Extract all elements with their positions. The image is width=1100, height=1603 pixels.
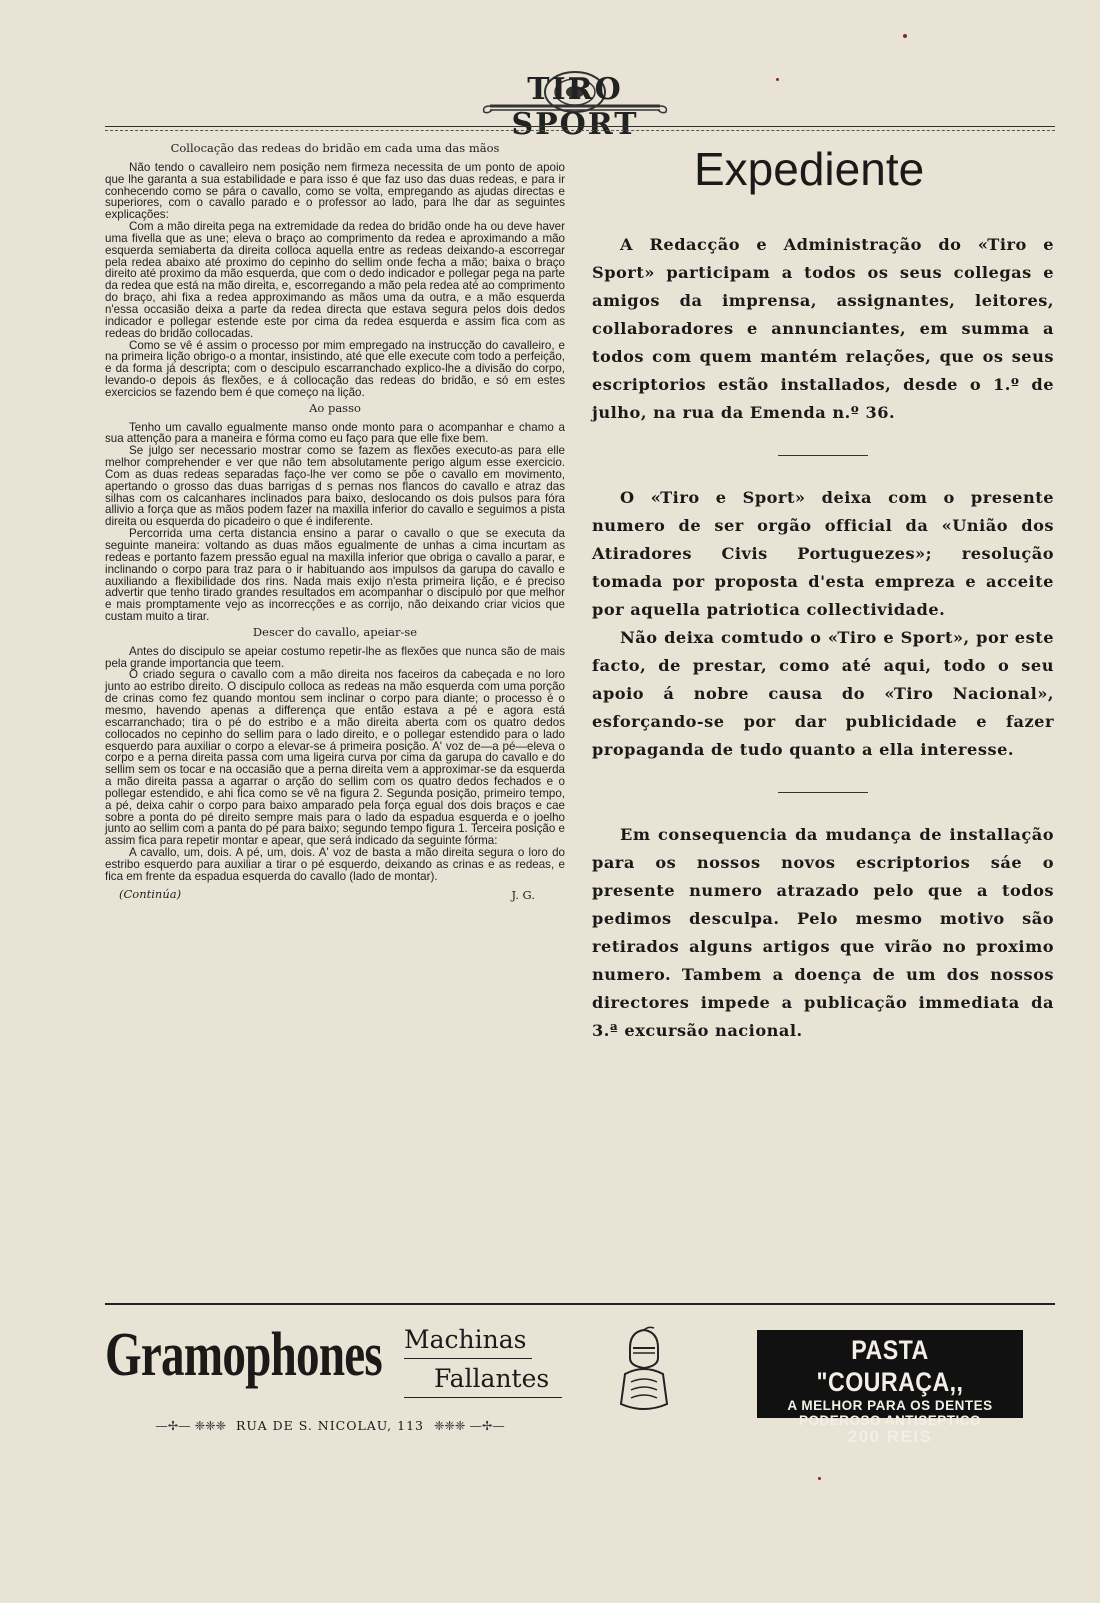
notice-paragraph: Em consequencia da mudança de installação para os nossos novos escriptorios sáe o presente numero atrazado pelo que a todos pedimos desculpa. Pelo mesmo motivo são retirados alguns artigos que virão no proximo numero. Tambem a doença de um dos nossos directores impede a publicação immediata da 3.ª excursão nacional. — [592, 825, 1054, 1040]
address-text: RUA DE S. NICOLAU, 113 — [236, 1418, 424, 1433]
notice-paragraph: A Redacção e Administração do «Tiro e Sport» participam a todos os seus collegas e amigos da imprensa, assignantes, leitores, collaboradores e annunciantes, em summa a todos com quem mantém relações, que os seus escriptorios estão installados, desde o 1.º de julho, na rua da Emenda n.º 36. — [592, 235, 1054, 422]
paragraph: Tenho um cavallo egualmente manso onde monto para o acompanhar e chamo a sua attenção para a maneira e fórma como eu faço para que elle fixe bem. — [105, 420, 565, 446]
pasta-ad-line: PODEROSO ANTISEPTICO — [798, 1413, 982, 1428]
paragraph: Se julgo ser necessario mostrar como se fazem as flexões executo-as para elle melhor comprehender e ver que não tem absolutamente perigo algum esse exercicio. Com as duas redeas separadas faço-lhe ver como se põe o cavallo em movimento, apertando o grosso das duas barrigas d s pernas nos flancos do cavallo e atraz das silhas com os calcanhares inclinados para baixo, deslocando os dois pulsos para fóra allivio a força que as mãos podem fazer na maxilla inferior do cavallo e seguimos a pista direita ou esquerda do picadeiro o que é indiferente. — [105, 444, 565, 529]
pasta-ad-title: PASTA "COURAÇA,, — [816, 1335, 964, 1397]
ornament-left: —✢— ❈❈❈ — [155, 1418, 227, 1433]
gramophones-ad-subtitle — [404, 1326, 564, 1398]
pasta-ad-price: 200 REIS — [847, 1427, 933, 1446]
section-title: Collocação das redeas do bridão em cada uma das mãos — [170, 141, 500, 155]
paragraph: Percorrida uma certa distancia ensino a parar o cavallo o que se executa da seguinte maneira: voltando as duas mãos egualmente de unhas a cima incurtam as redeas e portanto fazem pressão egual na maxilla inferior que obriga o cavallo a parar, e inclinando o corpo para traz para o ir habituando aos impulsos da garupa do cavallo e auxiliando a flexibilidade dos rins. Nada mais exijo n'esta primeira lição, e é preciso advertir que tenho tirado grandes resultados em acompanhar o discipulo por que melhor e mais promptamente vejo as incorrecções e as corrijo, não deixando criar vicios que custam muito a tirar. — [105, 527, 565, 624]
masthead-logo — [480, 62, 670, 142]
header-rule-dashed — [105, 130, 1055, 131]
masthead-title: TIRO SPORT — [511, 72, 639, 142]
author-signature: J. G. — [511, 888, 535, 903]
paragraph: Antes do discipulo se apeiar costumo repetir-lhe as flexões que nunca são de mais pela grande importancia que teem. — [105, 644, 565, 670]
pasta-couraca-ad — [757, 1330, 1023, 1446]
ad-line: Machinas — [404, 1326, 532, 1359]
divider — [778, 455, 868, 456]
pasta-ad-line: A MELHOR PARA OS DENTES — [787, 1398, 993, 1413]
paragraph: O criado segura o cavallo com a mão direita nos faceiros da cabeçada e no loro junto ao estribo direito. O discipulo colloca as redeas na mão esquerda com uma porção de crinas como fez quando montou sem inclinar o corpo para diante; o processo é o mesmo, havendo apenas a differença que então estava a pé e agora está escarranchado; tira o pé do estribo e a mão direita aberta com os quatro dedos collocados no cepinho do sellim para o lado direito, e o pollegar estendido para o lado esquerdo para auxiliar o corpo a elevar-se á primeira posição. A' voz de—a pé—eleva o corpo e a perna direita passa com uma ligeira curva por cima da garupa do cavallo e do sellim sem os tocar e na occasião que a perna direita vem a approximar-se da esquerda a mão direita passa a agarrar o arção do sellim com os quatro dedos fechados e o pollegar estendido, e ahi fica como se vê na figura 2. Segunda posição, primeiro tempo, a pé, deixa cahir o corpo para baixo amparado pela força egual dos dois braços e cae sobre a ponta do pé direito sempre mais para o lado da espadua esquerda e o joelho junto ao sellim com a panta do pé para baixo; segundo tempo figura 1. Terceira posição e assim fica para repetir montar e apear, que será indicado da seguinte fórma: — [105, 668, 565, 848]
section-title: Ao passo — [309, 400, 361, 415]
ink-speck — [818, 1477, 821, 1480]
expediente-heading: Expediente — [694, 143, 925, 195]
gramophones-ad-title: Gramophones — [105, 1321, 383, 1389]
ad-line: Fallantes — [404, 1365, 562, 1398]
paragraph: A cavallo, um, dois. A pé, um, dois. A' voz de basta a mão direita segura o loro do estribo esquerdo para auxiliar a tirar o pé esquerdo, deixando as crinas e as redeas, e fica em frente da espadua esquerda do cavallo (lado de montar). — [105, 846, 565, 883]
article-column — [105, 143, 565, 902]
expediente-column — [592, 143, 1054, 1045]
ink-speck — [776, 78, 779, 81]
footer-rule — [105, 1303, 1055, 1305]
ink-speck — [903, 34, 907, 38]
ornament-right: ❈❈❈ —✢— — [433, 1418, 505, 1433]
notice-paragraph: Não deixa comtudo o «Tiro e Sport», por este facto, de prestar, como até aqui, todo o seu apoio á nobre causa do «Tiro Nacional», esforçando-se por dar publicidade e fazer propaganda de tudo quanto a ella interesse. — [592, 628, 1054, 759]
paragraph: Como se vê é assim o processo por mim empregado na instrucção do cavalleiro, e na primeira lição obrigo-o a montar, insistindo, até que elle execute com todo a perfeição, e da forma já descripta; com o descipulo escarranchado explico-lhe a divisão do corpo, levando-o depois ás flexões, e á collocação das redeas do bridão, e só em estes exercicios se fazendo bem é que começo na lição. — [105, 338, 565, 399]
header-rule — [105, 126, 1055, 127]
gramophones-address — [145, 1418, 515, 1433]
paragraph: Com a mão direita pega na extremidade da redea do bridão onde ha ou deve haver uma fivella que as une; eleva o braço ao comprimento da redea e aproximando a mão esquerda semiaberta da direita colloca aquella entre as redeas deixando-a escorregar pela redea abaixo até proximo do cepinho do sellim onde fecha a mão; baixa o braço direito até proximo da mão esquerda, que com o dedo indicador e pollegar pega na parte da redea que está na mão direita, e, escorregando a mão pela redea até ao comprimento do braço, ahi fixa a redea approximando as mãos uma da outra, e a mão esquerda n'essa occasião deixa a parte da redea directa que estava segura pelos dois dedos indicador e pollegar estende este por cima da redea esquerda e assim fica com as redeas do bridão collocadas. — [105, 220, 565, 340]
continua-note: (Continúa) — [119, 886, 182, 901]
notice-paragraph: O «Tiro e Sport» deixa com o presente numero de ser orgão official da «União dos Atiradores Civis Portuguezes»; resolução tomada por proposta d'esta empreza e acceite por aquella patriotica collectividade. — [592, 488, 1054, 619]
knight-armor-icon — [613, 1326, 675, 1416]
paragraph: Não tendo o cavalleiro nem posição nem firmeza necessita de um ponto de apoio que lhe garanta a sua estabilidade e para isso é que faz uso das duas redeas, e para ir conhecendo como se pára o cavallo, como se volta, empregando as ajudas directas e superiores, com o cavallo parado e o professor ao lado, para lhe dar as seguintes explicações: — [105, 160, 565, 222]
section-title: Descer do cavallo, apeiar-se — [252, 624, 418, 639]
divider — [778, 792, 868, 793]
